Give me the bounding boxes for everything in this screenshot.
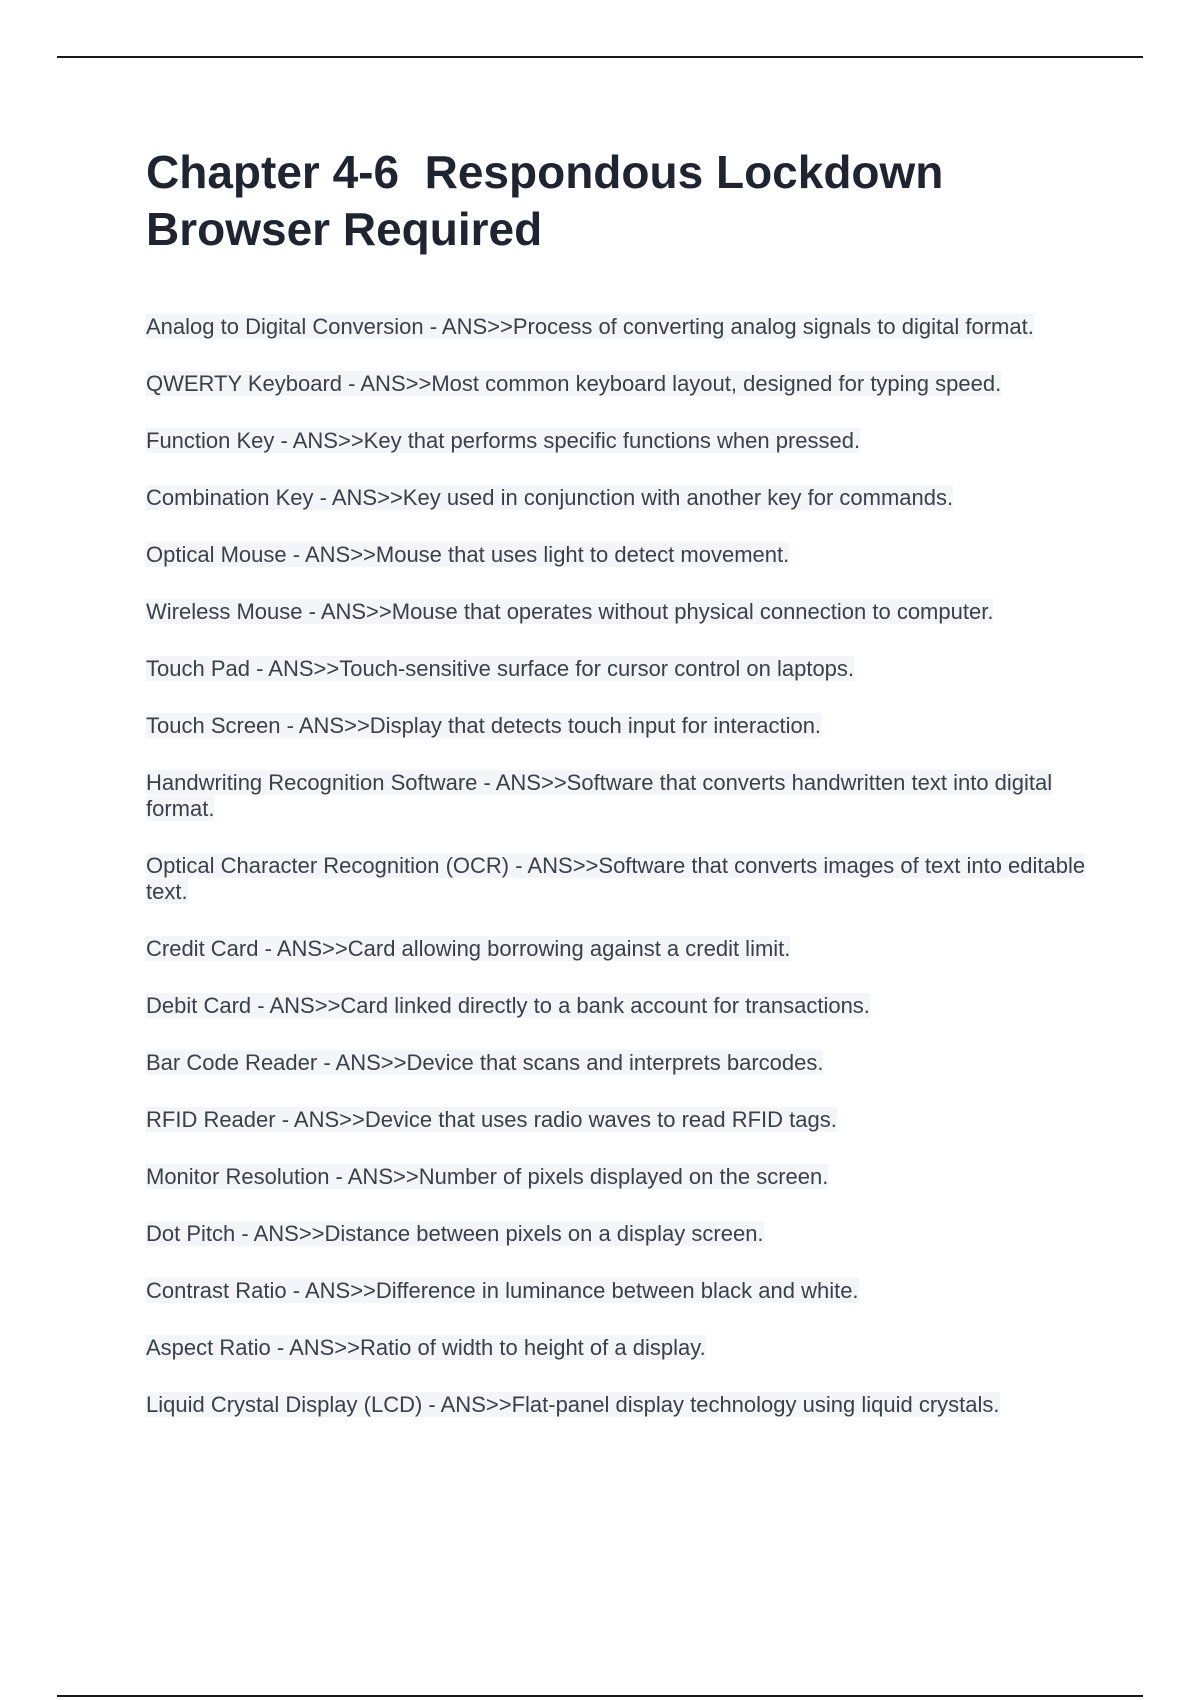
page-title: Chapter 4-6 Respondous Lockdown Browser Required (146, 146, 957, 255)
term-definition: Touch Pad - ANS>>Touch-sensitive surface for cursor control on laptops. (146, 656, 855, 681)
term-definition: Optical Mouse - ANS>>Mouse that uses light to detect movement. (146, 542, 790, 567)
list-item (146, 371, 1096, 397)
term-definition: Analog to Digital Conversion - ANS>>Process of converting analog signals to digital format. (146, 314, 1034, 339)
document-body (146, 144, 1096, 1449)
list-item (146, 428, 1096, 454)
footer-rule (57, 1695, 1143, 1697)
term-definition: Bar Code Reader - ANS>>Device that scans and interprets barcodes. (146, 1050, 824, 1075)
term-definition: Combination Key - ANS>>Key used in conjunction with another key for commands. (146, 485, 954, 510)
header-rule (57, 56, 1143, 58)
list-item (146, 936, 1096, 962)
term-definition: Monitor Resolution - ANS>>Number of pixels displayed on the screen. (146, 1164, 829, 1189)
list-item (146, 1335, 1096, 1361)
list-item (146, 542, 1096, 568)
list-item (146, 993, 1096, 1019)
list-item (146, 853, 1096, 905)
term-definition: Contrast Ratio - ANS>>Difference in luminance between black and white. (146, 1278, 859, 1303)
term-definition: Aspect Ratio - ANS>>Ratio of width to height of a display. (146, 1335, 706, 1360)
list-item (146, 1392, 1096, 1418)
term-definition: Dot Pitch - ANS>>Distance between pixels on a display screen. (146, 1221, 764, 1246)
list-item (146, 1278, 1096, 1304)
term-definition: Handwriting Recognition Software - ANS>>Software that converts handwritten text into digital format. (146, 770, 1053, 821)
list-item (146, 485, 1096, 511)
list-item (146, 1221, 1096, 1247)
term-definition: Liquid Crystal Display (LCD) - ANS>>Flat-panel display technology using liquid crystals. (146, 1392, 1000, 1417)
term-definition: QWERTY Keyboard - ANS>>Most common keyboard layout, designed for typing speed. (146, 371, 1002, 396)
term-definition: Function Key - ANS>>Key that performs specific functions when pressed. (146, 428, 861, 453)
list-item (146, 1107, 1096, 1133)
term-definition: Debit Card - ANS>>Card linked directly to a bank account for transactions. (146, 993, 870, 1018)
term-definition: Touch Screen - ANS>>Display that detects touch input for interaction. (146, 713, 822, 738)
list-item (146, 656, 1096, 682)
list-item (146, 314, 1096, 340)
list-item (146, 713, 1096, 739)
term-definition: Credit Card - ANS>>Card allowing borrowing against a credit limit. (146, 936, 791, 961)
term-definition: RFID Reader - ANS>>Device that uses radio waves to read RFID tags. (146, 1107, 837, 1132)
term-definition: Wireless Mouse - ANS>>Mouse that operates without physical connection to computer. (146, 599, 994, 624)
list-item (146, 770, 1096, 822)
list-item (146, 1050, 1096, 1076)
list-item (146, 599, 1096, 625)
term-definition: Optical Character Recognition (OCR) - ANS>>Software that converts images of text into editable text. (146, 853, 1086, 904)
term-list (146, 314, 1096, 1418)
list-item (146, 1164, 1096, 1190)
